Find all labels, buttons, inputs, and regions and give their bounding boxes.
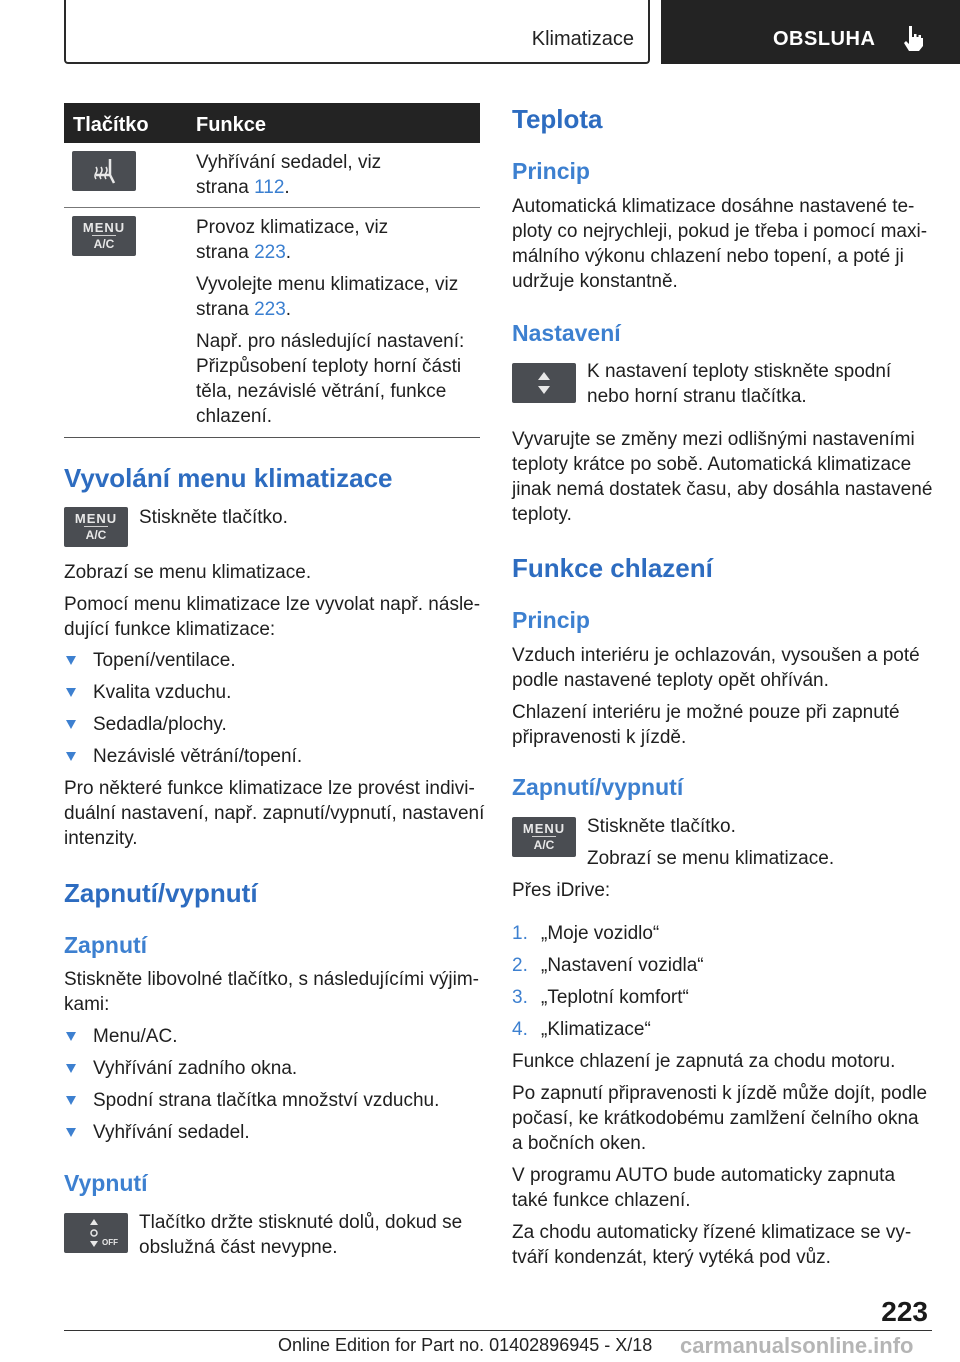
bullet-triangle-icon (66, 1064, 76, 1073)
zapnuti-text: Stiskněte libovolné tlačítko, s následujícími výjim- kami: (64, 969, 479, 1015)
pointing-hand-icon (901, 24, 925, 52)
list-item: Kvalita vzduchu. (93, 682, 232, 703)
subheading-princip: Princip (512, 158, 590, 184)
list-item: Vyhřívání zadního okna. (93, 1058, 298, 1079)
chapter-tab[interactable] (661, 0, 960, 64)
step-text: „Klimatizace“ (541, 1019, 651, 1040)
nastaveni-text: K nastavení teploty stiskněte spodní nebo horní stranu tlačítka. (587, 361, 892, 407)
bullet-triangle-icon (66, 1128, 76, 1137)
step-number: 3. (512, 987, 528, 1008)
menu-ac-button-icon: MENU A/C (64, 507, 128, 547)
step-text: „Teplotní komfort“ (541, 987, 689, 1008)
press-button-text: Stiskněte tlačítko. (139, 507, 288, 528)
step-text: „Moje vozidlo“ (541, 923, 660, 944)
bullet-triangle-icon (66, 656, 76, 665)
section-title: Klimatizace (531, 28, 634, 50)
table-header (64, 103, 480, 143)
bullet-triangle-icon (66, 752, 76, 761)
subheading-nastaveni: Nastavení (512, 320, 621, 346)
list-item: Vyhřívání sedadel. (93, 1122, 250, 1143)
heading-funkce-chlazeni: Funkce chlazení (512, 553, 713, 583)
subheading-zapnuti-vypnuti: Zapnutí/vypnutí (512, 774, 684, 800)
individual-settings-text: Pro některé funkce klimatizace lze provést indivi- duální nastavení, např. zapnutí/vypnutí, nastavení intenzity. (64, 778, 485, 849)
seat-heating-icon (72, 151, 136, 191)
page-link-223[interactable]: 223 (254, 299, 286, 320)
list-item: Spodní strana tlačítka množství vzduchu. (93, 1090, 440, 1111)
footer-rule (64, 1330, 932, 1331)
subheading-princip: Princip (512, 607, 590, 633)
table-end-rule (64, 437, 480, 438)
auto-program-text: V programu AUTO bude automaticky zapnuta také funkce chlazení. (512, 1165, 896, 1211)
heading-zapnuti-vypnuti: Zapnutí/vypnutí (64, 878, 258, 908)
list-item: Sedadla/plochy. (93, 714, 227, 735)
page-number: 223 (881, 1296, 928, 1327)
list-item: Menu/AC. (93, 1026, 178, 1047)
table-col-button: Tlačítko (73, 114, 149, 136)
shows-menu-text: Zobrazí se menu klimatizace. (64, 562, 312, 583)
list-item: Nezávislé větrání/topení. (93, 746, 303, 767)
vyvarujte-text: Vyvarujte se změny mezi odlišnými nastaveními teploty krátce po sobě. Automatická klimatizace jinak nemá dostatek času, aby dosáhla nastavené teploty. (512, 429, 933, 525)
press-button-text: Stiskněte tlačítko. (587, 816, 736, 837)
bullet-triangle-icon (66, 688, 76, 697)
kondenzat-text: Za chodu automaticky řízené klimatizace se vy- tváří kondenzát, který vytéká pod vůz. (512, 1222, 912, 1268)
menu-intro-text: Pomocí menu klimatizace lze vyvolat např. násle- dující funkce klimatizace: (64, 594, 481, 640)
list-item: Topení/ventilace. (93, 650, 236, 671)
menu-ac-button-icon: MENU A/C (72, 216, 136, 256)
heading-teplota: Teplota (512, 104, 603, 134)
princip-text: Automatická klimatizace dosáhne nastavené te- ploty co nejrychleji, pokud je třeba i pomocí maxi- málního výkonu chlazení nebo topení, a poté ji udržuje konstantně. (512, 196, 928, 292)
heading-vyvolani: Vyvolání menu klimatizace (64, 463, 393, 493)
bullet-triangle-icon (66, 720, 76, 729)
edition-text: Online Edition for Part no. 01402896945 - X/18 (278, 1335, 653, 1355)
row1-function-text: Vyhřívání sedadel, viz strana 112. (196, 152, 382, 198)
via-idrive-text: Přes iDrive: (512, 880, 611, 901)
chlazeni-text: Chlazení interiéru je možné pouze při zapnuté připravenosti k jízdě. (512, 702, 900, 748)
table-col-function: Funkce (196, 114, 267, 136)
shows-menu-text: Zobrazí se menu klimatizace. (587, 848, 835, 869)
watermark: carmanualsonline.info (680, 1333, 914, 1358)
bullet-triangle-icon (66, 1032, 76, 1041)
bullet-triangle-icon (66, 1096, 76, 1105)
off-label: OFF (102, 1238, 118, 1247)
table-divider (64, 207, 480, 208)
subheading-vypnuti: Vypnutí (64, 1170, 148, 1196)
row2-function-text: Provoz klimatizace, viz strana 223. Vyvolejte menu klimatizace, viz strana 223. Např. pro následující nastavení: Přizpůsobení teploty horní části těla, nezávislé větrání, funkce chlazení. (196, 217, 465, 427)
page-link-223[interactable]: 223 (254, 242, 286, 263)
step-number: 1. (512, 923, 528, 944)
header-section-box (64, 0, 650, 64)
temperature-rocker-icon (512, 363, 576, 403)
fan-off-button-icon (64, 1213, 128, 1253)
page-link-112[interactable]: 112 (254, 177, 285, 198)
vypnuti-text: Tlačítko držte stisknuté dolů, dokud se obslužná část nevypne. (139, 1212, 463, 1258)
subheading-zapnuti: Zapnutí (64, 932, 148, 958)
po-zapnuti-text: Po zapnutí připravenosti k jízdě může dojít, podle počasí, ke krátkodobému zamlžení čelního okna a bočních oken. (512, 1083, 928, 1154)
funkce-on-text: Funkce chlazení je zapnutá za chodu motoru. (512, 1051, 896, 1072)
menu-ac-button-icon: MENU A/C (512, 817, 576, 857)
princip2-text: Vzduch interiéru je ochlazován, vysoušen a poté podle nastavené teploty opět ohříván. (512, 645, 920, 691)
step-number: 4. (512, 1019, 528, 1040)
step-number: 2. (512, 955, 528, 976)
chapter-tab-label: OBSLUHA (773, 28, 876, 50)
step-text: „Nastavení vozidla“ (541, 955, 704, 976)
